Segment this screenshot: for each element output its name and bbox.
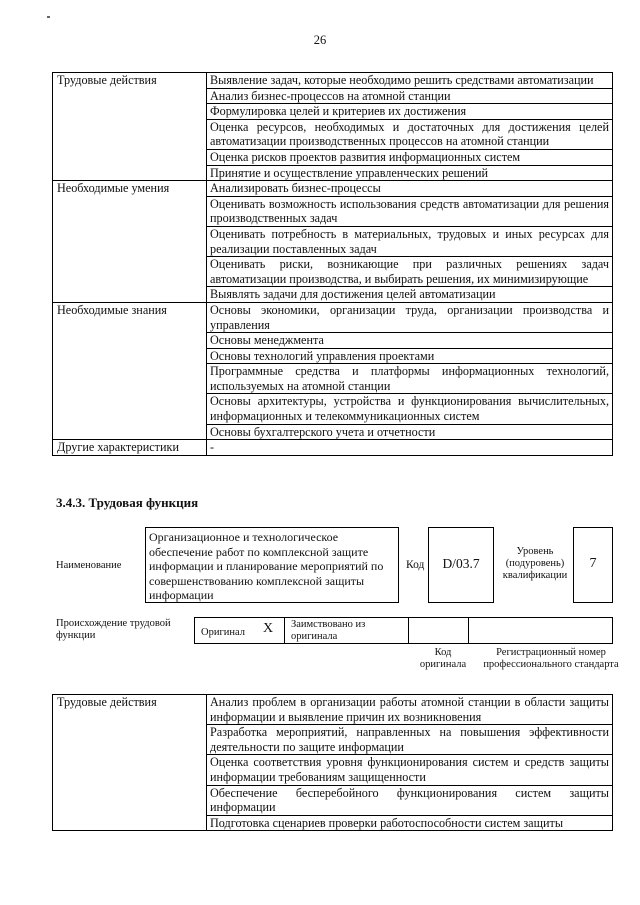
table-cell: Принятие и осуществление управленческих решений: [207, 165, 613, 181]
table-cell: Выявлять задачи для достижения целей автоматизации: [207, 287, 613, 303]
skills-table: [52, 72, 613, 456]
function-name-box: Организационное и технологическое обеспечение работ по комплексной защите информации и планирование мероприятий по совершенствованию комплексной защиты информации: [145, 527, 399, 603]
table-cell: Выявление задач, которые необходимо решить средствами автоматизации: [207, 73, 613, 89]
table-cell: Основы архитектуры, устройства и функционирования вычислительных, информационных и телекоммуникационных систем: [207, 394, 613, 424]
qualification-level-box: 7: [573, 527, 613, 603]
table-cell: Подготовка сценариев проверки работоспособности систем защиты: [207, 815, 613, 831]
row-group-label: Трудовые действия: [53, 695, 207, 831]
origin-label: Происхождение трудовой функции: [56, 618, 171, 641]
table-cell: Оценивать риски, возникающие при различных решениях задач автоматизации производства, и выбирать решения, их минимизирующие: [207, 257, 613, 287]
row-group-label: Другие характеристики: [53, 440, 207, 456]
origin-original-cell: [194, 617, 285, 644]
page-number: 26: [313, 33, 327, 47]
table-cell: Разработка мероприятий, направленных на повышения эффективности деятельности по защите информации: [207, 725, 613, 755]
table-cell: Оценка рисков проектов развития информационных систем: [207, 149, 613, 165]
table-cell: Оценка соответствия уровня функционирования систем и средств защиты информации требованиям защищенности: [207, 755, 613, 785]
table-cell: Основы технологий управления проектами: [207, 348, 613, 364]
table-cell: Формулировка целей и критериев их достижения: [207, 104, 613, 120]
origin-borrowed-cell: [284, 617, 409, 644]
table-cell: Анализ проблем в организации работы атомной станции в области защиты информации и выявление причин их возникновения: [207, 695, 613, 725]
table-cell: Программные средства и платформы информационных технологий, используемых на атомной станции: [207, 364, 613, 394]
reg-caption: Регистрационный номер профессионального стандарта: [483, 647, 619, 670]
row-group-label: Необходимые умения: [53, 181, 207, 303]
code-label: Код: [406, 559, 425, 571]
table-cell: Анализ бизнес-процессов на атомной станции: [207, 88, 613, 104]
table-row: [53, 73, 613, 89]
table-cell: Оценивать возможность использования средств автоматизации для решения производственных задач: [207, 196, 613, 226]
table-row: [53, 440, 613, 456]
name-label: Наименование: [56, 560, 122, 571]
table-cell: Оценка ресурсов, необходимых и достаточных для достижения целей автоматизации производственных процессов на атомной станции: [207, 119, 613, 149]
function-code-box: D/03.7: [428, 527, 494, 603]
table-row: [53, 302, 613, 332]
table-cell: Основы экономики, организации труда, организации производства и управления: [207, 302, 613, 332]
table-cell: Анализировать бизнес-процессы: [207, 181, 613, 197]
table-row: [53, 695, 613, 725]
table-cell: Основы бухгалтерского учета и отчетности: [207, 424, 613, 440]
table-cell: -: [207, 440, 613, 456]
row-group-label: Необходимые знания: [53, 302, 207, 439]
origin-code-cell: [408, 617, 469, 644]
table-row: [53, 181, 613, 197]
scan-mark: [47, 16, 50, 18]
level-label: Уровень (подуровень) квалификации: [502, 546, 568, 581]
actions-table: [52, 694, 613, 831]
section-title: 3.4.3. Трудовая функция: [56, 495, 199, 510]
table-cell: Основы менеджмента: [207, 333, 613, 349]
original-mark: X: [263, 621, 274, 636]
borrowed-label: Заимствовано из оригинала: [291, 619, 366, 642]
code-caption: Код оригинала: [419, 647, 467, 670]
original-label: Оригинал: [201, 627, 245, 638]
row-group-label: Трудовые действия: [53, 73, 207, 181]
table-cell: Обеспечение бесперебойного функционирования систем защиты информации: [207, 785, 613, 815]
origin-reg-cell: [468, 617, 613, 644]
table-cell: Оценивать потребность в материальных, трудовых и иных ресурсах для реализации поставленных задач: [207, 226, 613, 256]
